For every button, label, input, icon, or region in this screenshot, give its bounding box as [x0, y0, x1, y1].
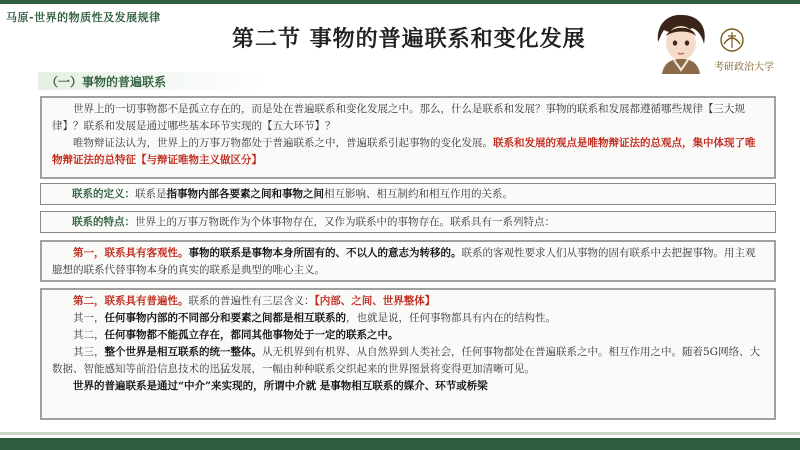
objectivity-bold-text: 事物的联系是事物本身所固有的、不以人的意志为转移的。 [188, 247, 462, 259]
definition-text-a: 联系是 [135, 188, 167, 200]
breadcrumb: 马原-世界的物质性及发展规律 [6, 11, 161, 24]
objectivity-box [40, 240, 776, 282]
features-paragraph [51, 214, 765, 231]
section-heading [38, 72, 266, 90]
intro-box [40, 96, 776, 179]
objectivity-heading: 第一，联系具有客观性。 [73, 247, 189, 259]
level-2-prefix: 其二， [73, 329, 105, 341]
level-1-bold: 任何事物内部的不同部分和要素之间都是相互联系的 [104, 312, 346, 324]
universality-box [40, 288, 776, 420]
features-label: 联系的特点： [72, 216, 135, 228]
universality-intro [52, 293, 764, 310]
objectivity-text: 联系的客观性要求人们从事物的固有联系中去把握事物。用主观臆想的联系代替事物本身的真实的联系是典型的唯心主义。 [52, 247, 756, 276]
universality-levels: 【内部、之间、世界整体】 [314, 295, 436, 307]
bottom-divider [0, 432, 800, 435]
level-3-text: 从无机界到有机界、从自然界到人类社会，任何事物都处在普遍联系之中。相互作用之中。随着5G网络、大数据、智能感知等前沿信息技术的迅猛发展，一幅由种种联系交织起来的世界图景将变得更加清晰可见。 [52, 346, 761, 375]
level-1-text: ，也就是说，任何事物都具有内在的结构性。 [346, 312, 556, 324]
definition-label: 联系的定义： [72, 188, 135, 200]
features-text: 世界上的万事万物既作为个体事物存在，又作为联系中的事物存在。联系具有一系列特点： [135, 216, 555, 228]
universality-level-3 [52, 344, 764, 378]
mediation-statement: 世界的普遍联系是通过“中介”来实现的，所谓中介就 是事物相互联系的媒介、环节或桥梁 [73, 380, 488, 392]
definition-box [40, 183, 776, 205]
definition-paragraph [51, 186, 765, 203]
universality-level-1 [52, 310, 764, 327]
level-3-bold: 整个世界是相互联系的统一整体。 [104, 346, 262, 358]
page-title: 第二节 事物的普遍联系和变化发展 [232, 26, 586, 52]
universality-level-2 [52, 327, 764, 344]
intro-paragraph-2 [52, 135, 764, 169]
definition-text-c: 相互影响、相互制约和相互作用的关系。 [324, 188, 513, 200]
bottom-bar [0, 438, 800, 450]
intro-key-point: 联系和发展的观点是唯物辩证法的总观点，集中体现了唯物辩证法的总特征【与辩证唯物主义做区分】 [52, 137, 756, 166]
logo-text: 考研政治大学 [714, 62, 774, 73]
features-box [40, 211, 776, 233]
universality-intro-text: 联系的普遍性有三层含义： [188, 295, 315, 307]
intro-paragraph-1: 世界上的一切事物都不是孤立存在的，而是处在普遍联系和变化发展之中。那么，什么是联系和发展？事物的联系和发展都遵循哪些规律【三大规律】？联系和发展是通过哪些基本环节实现的【五大环节】？ [52, 103, 745, 132]
section-heading-text: （一）事物的普遍联系 [46, 75, 167, 89]
objectivity-paragraph [52, 245, 764, 279]
definition-text-bold: 指事物内部各要素之间和事物之间 [166, 188, 324, 200]
level-1-prefix: 其一， [73, 312, 105, 324]
top-bar [0, 0, 800, 4]
level-2-bold: 任何事物都不能孤立存在，都同其他事物处于一定的联系之中。 [104, 329, 399, 341]
avatar [652, 14, 710, 74]
universality-heading: 第二，联系具有普遍性。 [73, 295, 189, 307]
intro-paragraph-2-text: 唯物辩证法认为，世界上的万事万物都处于普遍联系之中，普遍联系引起事物的变化发展。 [73, 137, 493, 149]
level-3-prefix: 其三， [73, 346, 105, 358]
